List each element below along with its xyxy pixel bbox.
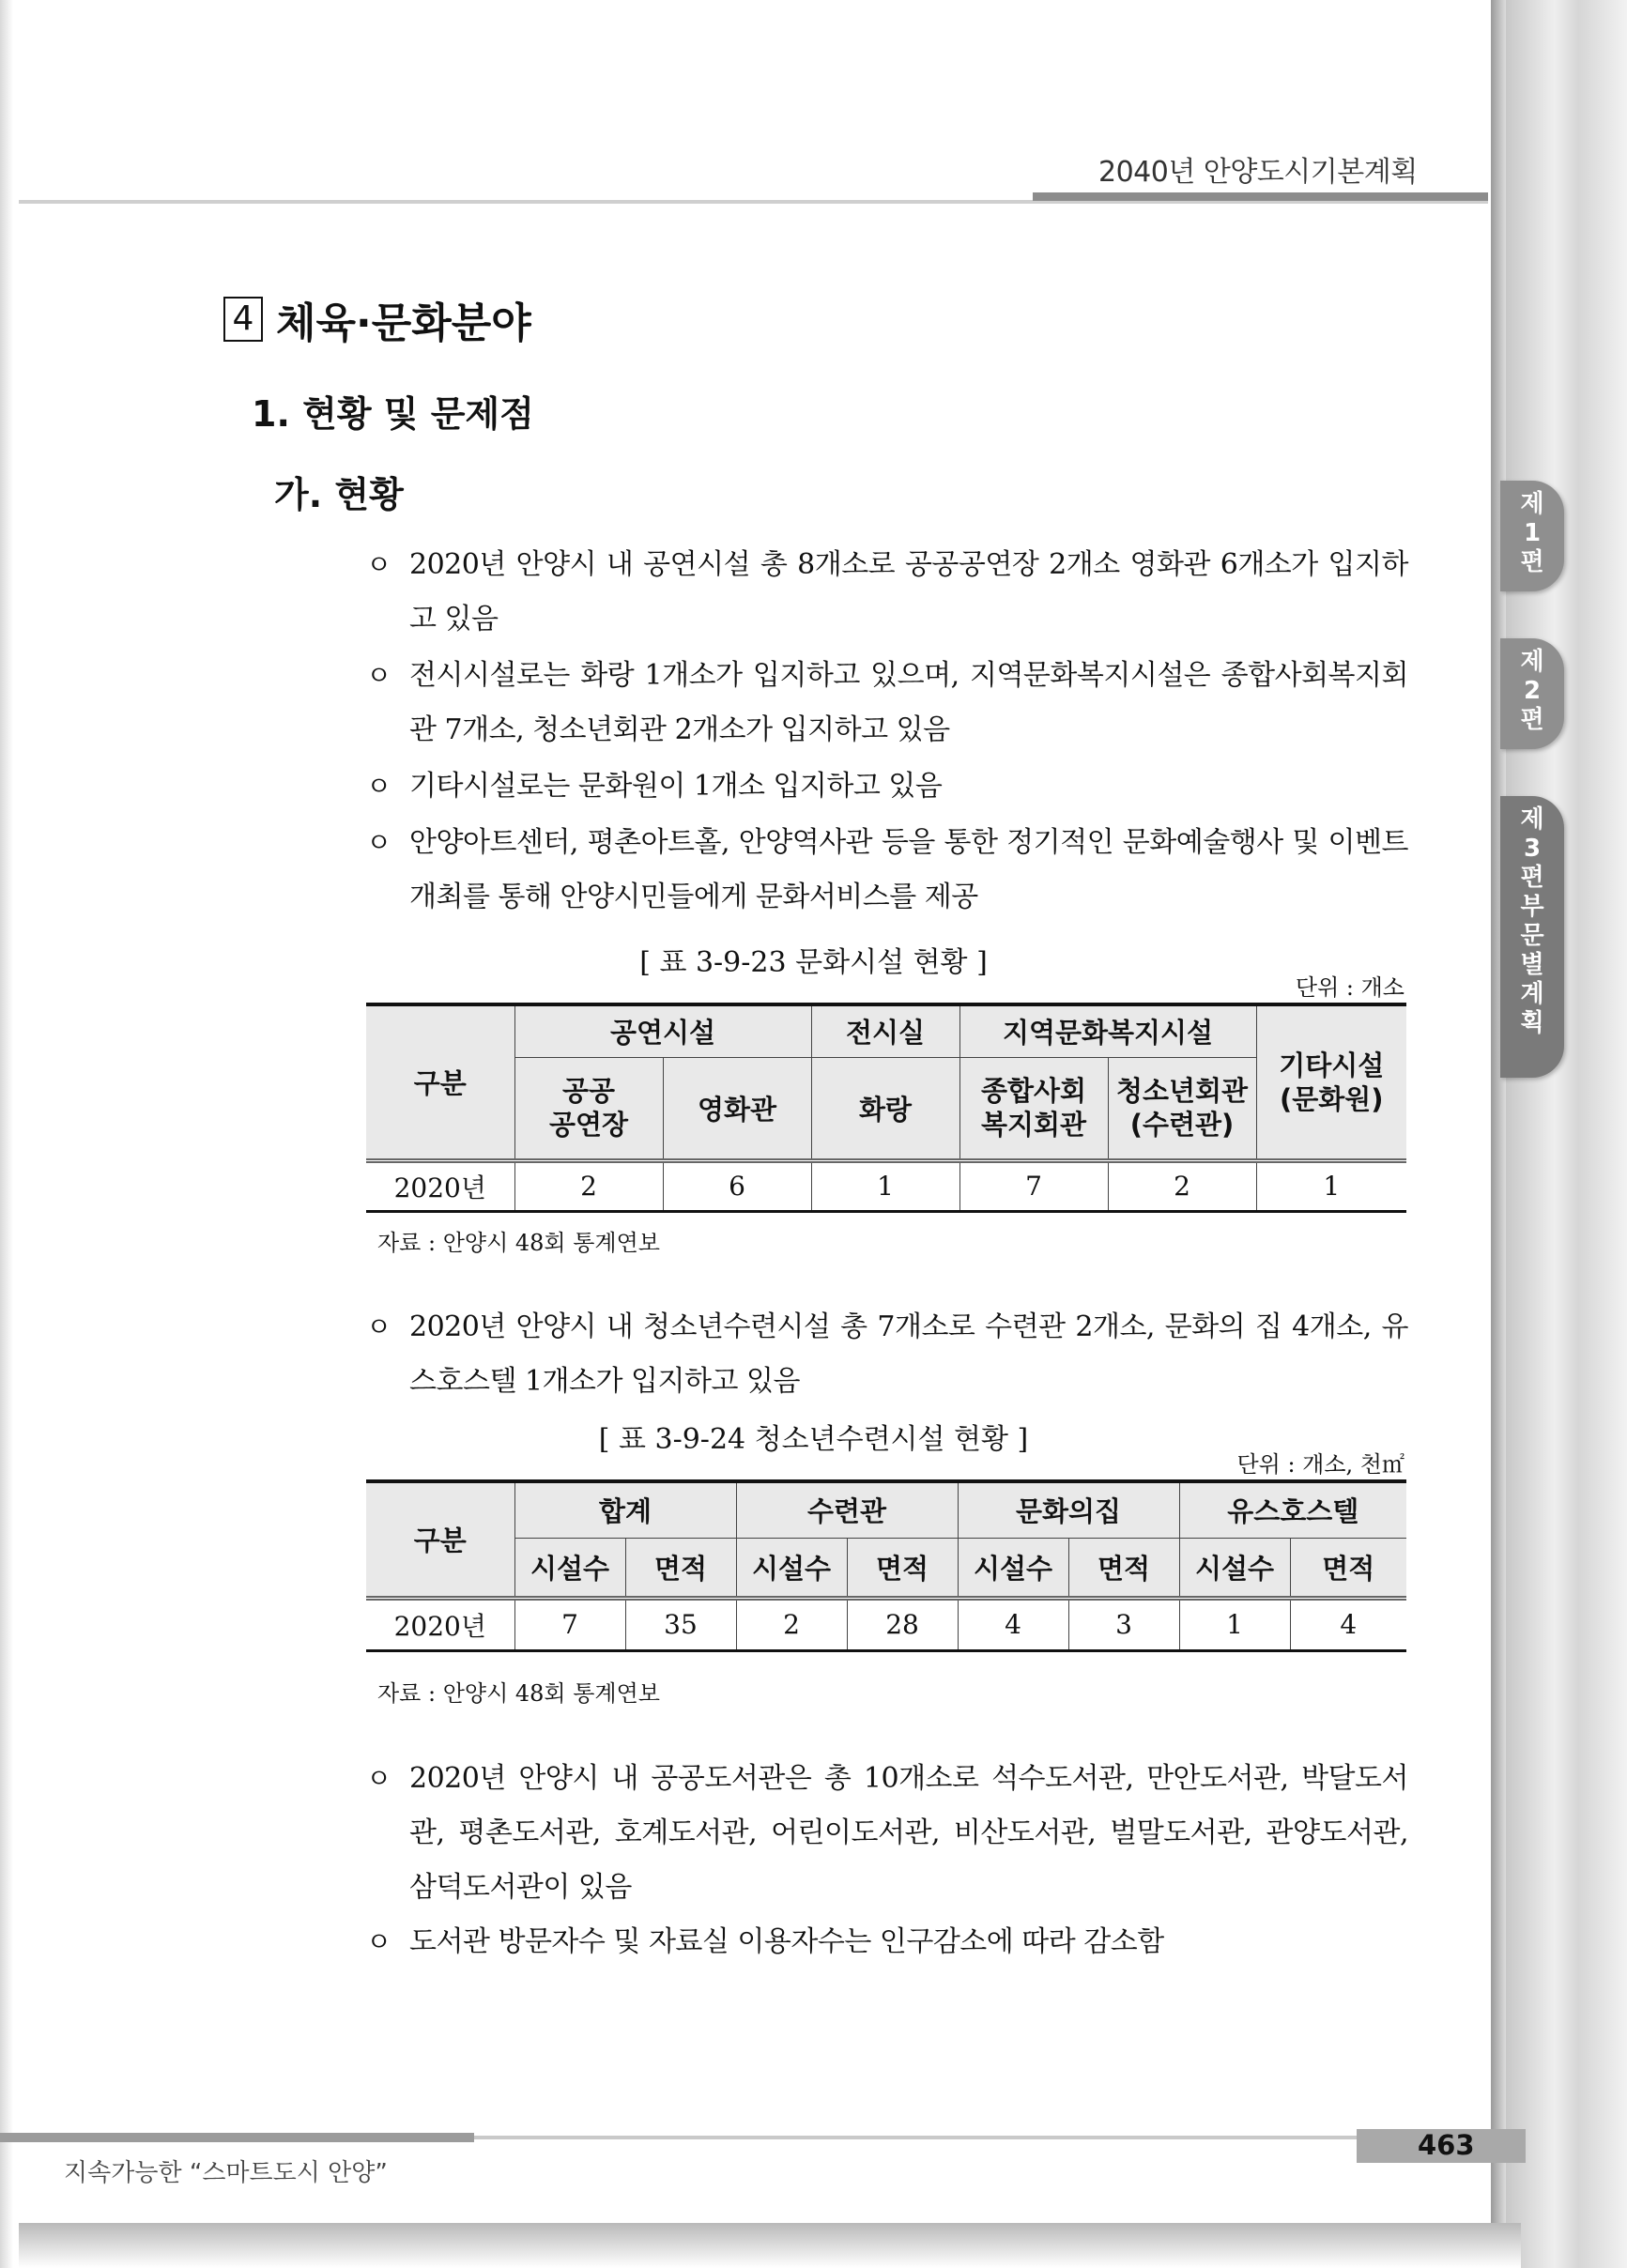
data-cell: 1 <box>1256 1160 1406 1211</box>
header-cell: 면적 <box>625 1538 736 1598</box>
bullet-marker: ㅇ <box>366 660 391 691</box>
header-cell: 면적 <box>1068 1538 1179 1598</box>
bullet-marker: ㅇ <box>366 549 391 580</box>
bullet-item <box>366 1752 1408 1915</box>
header-cell: 지역문화복지시설 <box>959 1004 1256 1057</box>
bullet-text: 2020년 안양시 내 공연시설 총 8개소로 공공공연장 2개소 영화관 6개소가 입지하고 있음 <box>409 548 1408 636</box>
bullet-item <box>366 538 1408 647</box>
header-cell: 공연시설 <box>514 1004 811 1057</box>
header-cell: 합계 <box>514 1481 736 1538</box>
row-label: 2020년 <box>366 1160 514 1211</box>
table-1-cultural-facilities <box>366 1003 1406 1213</box>
heading-level-1: 1. 현황 및 문제점 <box>252 393 534 435</box>
table-2-source: 자료 : 안양시 48회 통계연보 <box>377 1680 660 1707</box>
header-cell: 면적 <box>1290 1538 1406 1598</box>
header-cell: 시설수 <box>514 1538 625 1598</box>
table-1-caption: [ 표 3-9-23 문화시설 현황 ] <box>639 946 988 979</box>
data-cell: 3 <box>1068 1598 1179 1650</box>
footer-rule-accent <box>0 2133 474 2142</box>
bullet-marker: ㅇ <box>366 1763 391 1794</box>
header-cell: 유스호스텔 <box>1179 1481 1406 1538</box>
section-title: 체육·문화분야 <box>276 299 531 347</box>
header-cell: 구분 <box>366 1481 514 1598</box>
header-cell: 공공 공연장 <box>514 1057 663 1160</box>
header-cell: 시설수 <box>736 1538 847 1598</box>
page-bottom-shadow <box>19 2223 1521 2268</box>
table-1-source: 자료 : 안양시 48회 통계연보 <box>377 1230 660 1256</box>
bullet-marker: ㅇ <box>366 1311 391 1342</box>
bullet-item <box>366 1915 1408 1969</box>
bullet-marker: ㅇ <box>366 827 391 858</box>
header-cell: 화랑 <box>811 1057 959 1160</box>
section-heading <box>223 289 531 349</box>
page-edge <box>1491 0 1506 2268</box>
bullet-item <box>366 1300 1408 1409</box>
header-cell: 종합사회 복지회관 <box>959 1057 1108 1160</box>
page-left-edge <box>0 0 13 2268</box>
data-cell: 4 <box>1290 1598 1406 1650</box>
header-cell: 영화관 <box>663 1057 811 1160</box>
bullet-text: 2020년 안양시 내 청소년수련시설 총 7개소로 수련관 2개소, 문화의 집 4개소, 유스호스텔 1개소가 입지하고 있음 <box>409 1310 1408 1398</box>
data-cell: 7 <box>514 1598 625 1650</box>
header-title: 2040년 안양도시기본계획 <box>1098 156 1418 189</box>
tab-part-3[interactable]: 제 3 편 부 문 별 계 획 <box>1500 796 1564 1078</box>
tab-part-1[interactable]: 제 1 편 <box>1500 481 1564 591</box>
data-cell: 28 <box>847 1598 958 1650</box>
data-cell: 1 <box>1179 1598 1290 1650</box>
header-cell: 문화의집 <box>958 1481 1179 1538</box>
data-cell: 4 <box>958 1598 1068 1650</box>
data-cell: 7 <box>959 1160 1108 1211</box>
data-cell: 2 <box>736 1598 847 1650</box>
data-cell: 2 <box>514 1160 663 1211</box>
bullet-item <box>366 759 1408 814</box>
table-1-unit: 단위 : 개소 <box>1295 974 1404 1001</box>
bullet-text: 안양아트센터, 평촌아트홀, 안양역사관 등을 통한 정기적인 문화예술행사 및 이벤트 개최를 통해 안양시민들에게 문화서비스를 제공 <box>409 826 1408 913</box>
header-cell: 청소년회관 (수련관) <box>1108 1057 1256 1160</box>
table-2-unit: 단위 : 개소, 천㎡ <box>1236 1451 1404 1478</box>
page-number: 463 <box>1418 2129 1475 2161</box>
bullet-text: 기타시설로는 문화원이 1개소 입지하고 있음 <box>409 770 943 803</box>
section-number: 4 <box>223 297 263 342</box>
header-cell: 수련관 <box>736 1481 958 1538</box>
bullet-marker: ㅇ <box>366 1926 391 1957</box>
page-stack <box>1506 0 1627 2268</box>
bullet-marker: ㅇ <box>366 771 391 802</box>
row-label: 2020년 <box>366 1598 514 1650</box>
data-cell: 2 <box>1108 1160 1256 1211</box>
header-cell: 기타시설 (문화원) <box>1256 1004 1406 1160</box>
bullet-item <box>366 816 1408 925</box>
header-cell: 전시실 <box>811 1004 959 1057</box>
bullet-item <box>366 649 1408 758</box>
data-cell: 6 <box>663 1160 811 1211</box>
header-cell: 구분 <box>366 1004 514 1160</box>
footer-text: 지속가능한 “스마트도시 안양” <box>64 2159 388 2187</box>
header-cell: 시설수 <box>958 1538 1068 1598</box>
heading-level-2: 가. 현황 <box>274 474 404 515</box>
tab-part-2[interactable]: 제 2 편 <box>1500 638 1564 749</box>
bullet-text: 도서관 방문자수 및 자료실 이용자수는 인구감소에 따라 감소함 <box>409 1925 1164 1958</box>
data-cell: 35 <box>625 1598 736 1650</box>
data-cell: 1 <box>811 1160 959 1211</box>
bullet-text: 2020년 안양시 내 공공도서관은 총 10개소로 석수도서관, 만안도서관, 박달도서관, 평촌도서관, 호계도서관, 어린이도서관, 비산도서관, 벌말도서관, 관양도서관, 삼덕도서관이 있음 <box>409 1762 1408 1904</box>
bullet-text: 전시시설로는 화랑 1개소가 입지하고 있으며, 지역문화복지시설은 종합사회복지회관 7개소, 청소년회관 2개소가 입지하고 있음 <box>409 659 1408 746</box>
table-2-caption: [ 표 3-9-24 청소년수련시설 현황 ] <box>598 1423 1029 1456</box>
header-cell: 시설수 <box>1179 1538 1290 1598</box>
header-cell: 면적 <box>847 1538 958 1598</box>
table-2-youth-facilities <box>366 1479 1406 1652</box>
header-rule-accent <box>1033 192 1488 201</box>
